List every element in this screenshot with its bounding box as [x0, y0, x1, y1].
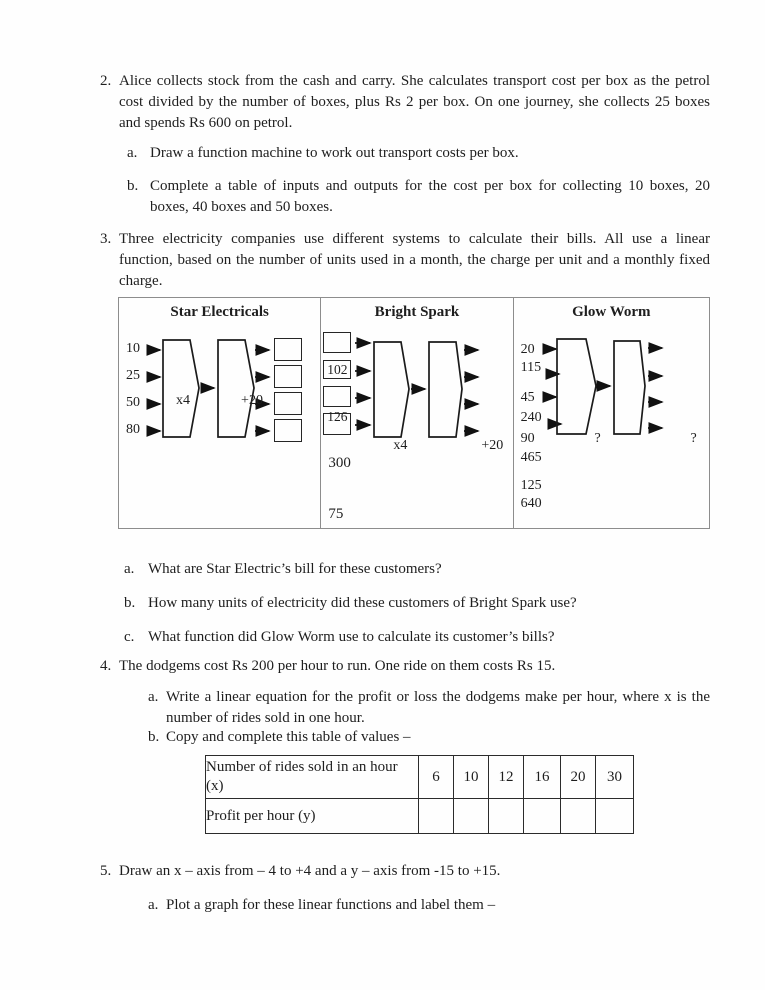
table-x-label-line2: (x) [206, 778, 224, 794]
table-y-label-cell: Profit per hour (y) [206, 799, 419, 834]
panel-bright-title: Bright Spark [374, 304, 460, 320]
bright-loose-value-1: 300 [328, 455, 351, 471]
q3-number: 3. [100, 231, 112, 247]
glow-loose-value-1: 90 [520, 431, 535, 446]
q4a-letter: a. [148, 689, 159, 705]
table-x-label-line1: Number of rides sold in an hour [206, 759, 398, 775]
y-empty-cell [419, 799, 454, 834]
x-value-cell: 30 [596, 756, 634, 799]
x-value-cell: 6 [419, 756, 454, 799]
star-output-box-4 [274, 419, 302, 442]
table-x-label-cell [206, 756, 419, 799]
glow-input-4: 240 [520, 410, 542, 425]
panel-glow-worm [513, 298, 709, 528]
q3a-text: What are Star Electric’s bill for these customers? [148, 561, 442, 577]
star-input-4: 80 [126, 422, 140, 437]
x-value-cell: 10 [454, 756, 489, 799]
q3-line-2: function, based on the number of units used in a month, the charge per unit and a monthly fixed [119, 252, 710, 268]
glow-machines-drawing [514, 298, 711, 530]
x-value-cell: 16 [524, 756, 561, 799]
bright-operation2-label: +20 [481, 438, 504, 453]
glow-loose-value-2: 465 [520, 450, 542, 465]
glow-operation1-label: ? [594, 431, 601, 446]
q3c-letter: c. [124, 629, 135, 645]
star-input-3: 50 [126, 395, 140, 410]
panel-star-electricals [119, 298, 320, 528]
y-empty-cell [524, 799, 561, 834]
q4a-line-1: Write a linear equation for the profit or loss the dodgems make per hour, where x is the [166, 689, 710, 705]
q4b-letter: b. [148, 729, 160, 745]
function-machines-figure [118, 297, 710, 529]
glow-loose-value-4: 640 [520, 496, 542, 511]
bright-machine2-shape [429, 342, 462, 437]
star-input-2: 25 [126, 368, 140, 383]
glow-machine2-shape [614, 341, 645, 434]
q5a-text: Plot a graph for these linear functions and label them – [166, 897, 496, 913]
glow-input-2: 115 [520, 360, 542, 375]
star-operation2-label: +20 [241, 393, 263, 408]
glow-input-3: 45 [520, 390, 535, 405]
star-machine1-shape [163, 340, 199, 437]
q2b-line-1: Complete a table of inputs and outputs for the cost per box for collecting 10 boxes, 20 [150, 178, 710, 194]
bright-input-box-1 [323, 332, 351, 353]
glow-loose-value-3: 125 [520, 478, 542, 493]
q5a-letter: a. [148, 897, 159, 913]
y-empty-cell [561, 799, 596, 834]
table-of-values [205, 755, 634, 834]
star-input-1: 10 [126, 341, 140, 356]
q5-number: 5. [100, 863, 112, 879]
q2a-text: Draw a function machine to work out transport costs per box. [150, 145, 519, 161]
glow-input-1: 20 [520, 342, 535, 357]
x-value-cell: 20 [561, 756, 596, 799]
y-empty-cell [454, 799, 489, 834]
q4a-line-2: number of rides sold in one hour. [166, 710, 365, 726]
q2a-letter: a. [127, 145, 138, 161]
table-row-y [206, 799, 634, 834]
q2b-line-2: boxes, 40 boxes and 50 boxes. [150, 199, 333, 215]
q5-text: Draw an x – axis from – 4 to +4 and a y – axis from -15 to +15. [119, 863, 501, 879]
q3b-text: How many units of electricity did these customers of Bright Spark use? [148, 595, 577, 611]
bright-input-box-3 [323, 386, 351, 407]
y-empty-cell [489, 799, 524, 834]
bright-input-box-2: 102 [323, 360, 351, 379]
q4-text: The dodgems cost Rs 200 per hour to run. One ride on them costs Rs 15. [119, 658, 556, 674]
table-row-x [206, 756, 634, 799]
q2-line-3: and spends Rs 600 on petrol. [119, 115, 293, 131]
bright-machine1-shape [374, 342, 409, 437]
panel-bright-spark [320, 298, 512, 528]
bright-operation1-label: x4 [393, 438, 408, 453]
q3a-letter: a. [124, 561, 135, 577]
star-machine2-shape [218, 340, 254, 437]
q2-number: 2. [100, 73, 112, 89]
q3c-text: What function did Glow Worm use to calculate its customer’s bills? [148, 629, 555, 645]
star-output-box-3 [274, 392, 302, 415]
star-output-box-1 [274, 338, 302, 361]
x-value-cell: 12 [489, 756, 524, 799]
y-empty-cell [596, 799, 634, 834]
star-output-box-2 [274, 365, 302, 388]
star-operation1-label: x4 [176, 393, 190, 408]
q3-line-1: Three electricity companies use different systems to calculate their bills. All use a linear [119, 231, 710, 247]
q2-line-1: Alice collects stock from the cash and carry. She calculates transport cost per box as the petrol [119, 73, 710, 89]
glow-operation2-label: ? [690, 431, 697, 446]
glow-machine1-shape [557, 339, 596, 434]
bright-input-box-4: 126 [323, 413, 351, 435]
q2b-letter: b. [127, 178, 139, 194]
panel-star-title: Star Electricals [170, 304, 269, 320]
bright-loose-value-2: 75 [328, 506, 344, 522]
q3-line-3: charge. [119, 273, 163, 289]
q4-number: 4. [100, 658, 112, 674]
q2-line-2: cost divided by the number of boxes, plus Rs 2 per box. On one journey, she collects 25 boxes [119, 94, 710, 110]
q4b-text: Copy and complete this table of values – [166, 729, 411, 745]
panel-glow-title: Glow Worm [572, 304, 651, 320]
q3b-letter: b. [124, 595, 136, 611]
